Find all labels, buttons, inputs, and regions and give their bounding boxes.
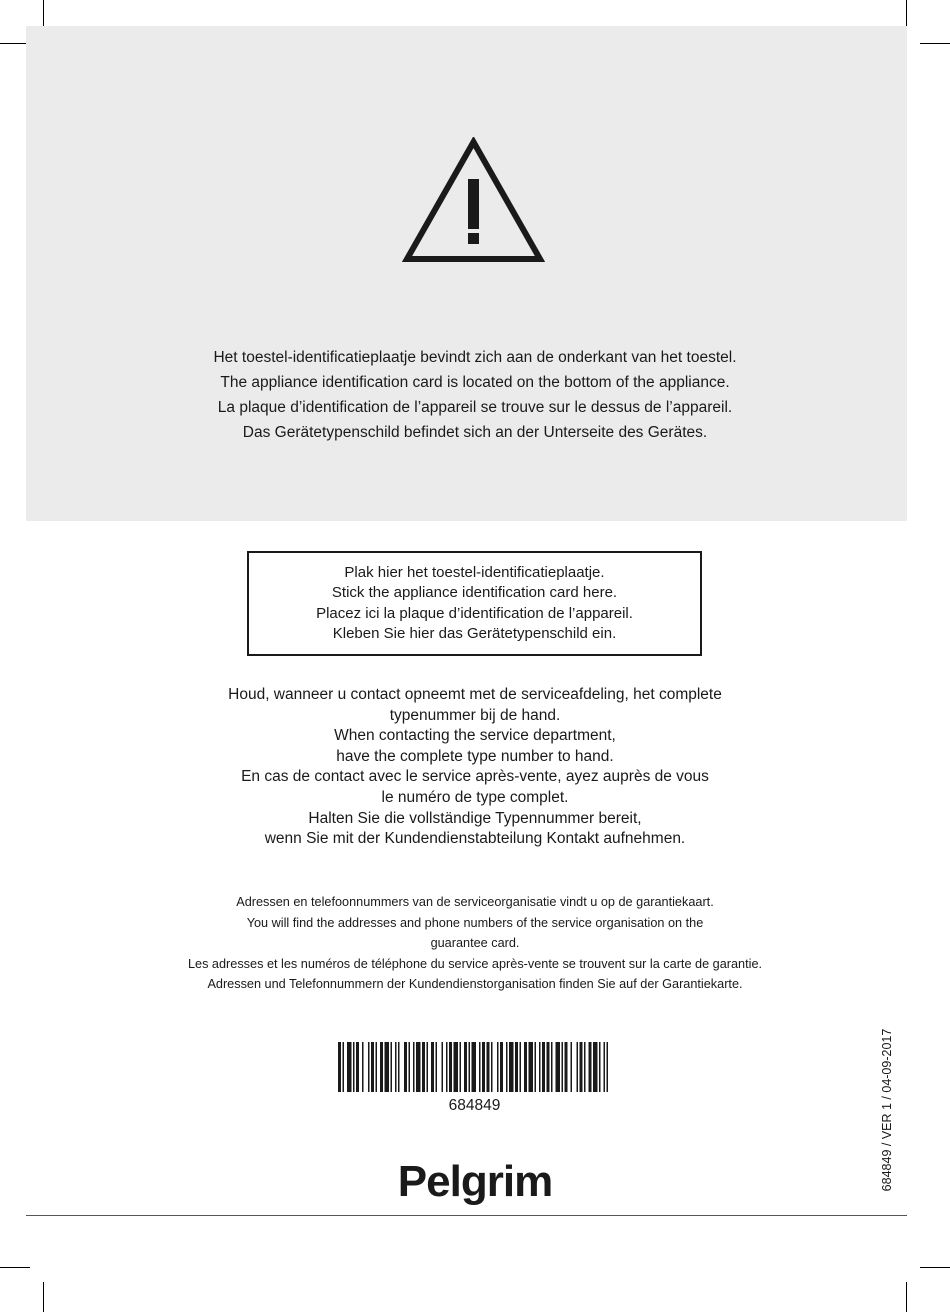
barcode-bar xyxy=(571,1042,573,1092)
barcode-bar xyxy=(469,1042,471,1092)
barcode-bar xyxy=(565,1042,568,1092)
barcode-bar xyxy=(353,1042,355,1092)
barcode-bar xyxy=(362,1042,364,1092)
plate-location-line: Het toestel-identificatieplaatje bevindt zich aan de onderkant van het toestel. xyxy=(213,349,737,366)
address-line: guarantee card. xyxy=(430,936,520,951)
barcode-bar xyxy=(422,1042,425,1092)
box-line: Stick the appliance identification card here. xyxy=(331,584,618,601)
barcode-bar xyxy=(482,1042,485,1092)
barcode-bar xyxy=(398,1042,400,1092)
barcode-bar xyxy=(347,1042,352,1092)
barcode-bar xyxy=(391,1042,393,1092)
barcode-bar xyxy=(520,1042,522,1092)
barcode-bar xyxy=(427,1042,429,1092)
barcode-bar xyxy=(449,1042,452,1092)
crop-mark xyxy=(0,1267,30,1268)
barcode-bar xyxy=(580,1042,583,1092)
warning-triangle-icon xyxy=(402,137,545,263)
contact-line: Halten Sie die vollständige Typennummer bereit, xyxy=(308,809,642,827)
plate-location-line: Das Gerätetypenschild befindet sich an der Unterseite des Gerätes. xyxy=(242,424,708,441)
barcode-bar xyxy=(338,1042,341,1092)
barcode-bar xyxy=(506,1042,508,1092)
barcode-bar xyxy=(529,1042,534,1092)
barcode-bar xyxy=(431,1042,434,1092)
barcode-bar xyxy=(454,1042,459,1092)
crop-mark xyxy=(920,1267,950,1268)
barcode-bar xyxy=(368,1042,370,1092)
barcode-bar xyxy=(409,1042,411,1092)
barcode-bar xyxy=(416,1042,421,1092)
crop-mark xyxy=(43,1282,44,1312)
contact-line: wenn Sie mit der Kundendienstabteilung Kontakt aufnehmen. xyxy=(264,830,686,848)
contact-line: le numéro de type complet. xyxy=(381,788,569,806)
barcode-bar xyxy=(442,1042,444,1092)
version-label: 684849 / VER 1 / 04-09-2017 xyxy=(880,1028,894,1192)
barcode-bar xyxy=(562,1042,564,1092)
crop-mark xyxy=(920,43,950,44)
contact-line: typenummer bij de hand. xyxy=(389,706,561,724)
barcode-bar xyxy=(584,1042,586,1092)
barcode-bar xyxy=(599,1042,601,1092)
barcode-bar xyxy=(577,1042,579,1092)
barcode-bar xyxy=(404,1042,407,1092)
barcode-bar xyxy=(607,1042,609,1092)
identification-card-box xyxy=(247,551,702,656)
barcode-bar xyxy=(380,1042,383,1092)
contact-line: Houd, wanneer u contact opneemt met de serviceafdeling, het complete xyxy=(228,686,722,703)
plate-location-line: The appliance identification card is located on the bottom of the appliance. xyxy=(220,374,730,391)
box-line: Placez ici la plaque d’identification de l’appareil. xyxy=(316,604,633,622)
box-line: Kleben Sie hier das Gerätetypenschild ein. xyxy=(332,625,617,642)
contact-instructions xyxy=(0,685,950,850)
barcode-bar xyxy=(524,1042,527,1092)
address-info xyxy=(0,892,950,995)
barcode-bar xyxy=(343,1042,345,1092)
contact-line: have the complete type number to hand. xyxy=(336,747,614,765)
address-line: Les adresses et les numéros de téléphone du service après-vente se trouvent sur la carte de garantie. xyxy=(187,956,763,971)
barcode-bar xyxy=(604,1042,606,1092)
plate-location-line: La plaque d’identification de l’appareil se trouve sur le dessus de l’appareil. xyxy=(217,399,733,416)
address-line: You will find the addresses and phone numbers of the service organisation on the xyxy=(246,915,704,930)
barcode-bar xyxy=(487,1042,490,1092)
crop-mark xyxy=(906,1282,907,1312)
barcode-bar xyxy=(593,1042,598,1092)
box-line: Plak hier het toestel-identificatieplaatje. xyxy=(344,563,605,581)
barcode-bar xyxy=(460,1042,462,1092)
barcode-bar xyxy=(589,1042,592,1092)
barcode-bar xyxy=(547,1042,550,1092)
contact-line: When contacting the service department, xyxy=(334,727,616,745)
barcode-bar xyxy=(500,1042,503,1092)
barcode-bar xyxy=(551,1042,553,1092)
barcode-bar xyxy=(479,1042,481,1092)
barcode xyxy=(338,1042,611,1092)
bottom-rule xyxy=(26,1215,907,1216)
barcode-bar xyxy=(436,1042,438,1092)
barcode-bar xyxy=(535,1042,537,1092)
barcode-bar xyxy=(509,1042,514,1092)
barcode-bar xyxy=(356,1042,359,1092)
barcode-bar xyxy=(542,1042,545,1092)
barcode-bar xyxy=(371,1042,374,1092)
barcode-number: 684849 xyxy=(448,1097,501,1114)
pelgrim-logo: Pelgrim xyxy=(397,1157,553,1206)
barcode-bar xyxy=(413,1042,415,1092)
plate-location-text xyxy=(0,345,950,445)
barcode-bar xyxy=(539,1042,541,1092)
address-line: Adressen en telefoonnummers van de serviceorganisatie vindt u op de garantiekaart. xyxy=(236,895,714,909)
barcode-bar xyxy=(376,1042,378,1092)
barcode-bar xyxy=(395,1042,397,1092)
grey-info-panel xyxy=(26,26,907,521)
barcode-bar xyxy=(472,1042,477,1092)
barcode-bar xyxy=(446,1042,448,1092)
barcode-bar xyxy=(515,1042,518,1092)
address-line: Adressen und Telefonnummern der Kundendienstorganisation finden Sie auf der Garantiekarte. xyxy=(207,977,743,992)
contact-line: En cas de contact avec le service après-vente, ayez auprès de vous xyxy=(241,768,709,786)
barcode-bar xyxy=(491,1042,493,1092)
barcode-bar xyxy=(464,1042,467,1092)
barcode-bar xyxy=(385,1042,390,1092)
barcode-bar xyxy=(556,1042,561,1092)
barcode-bar xyxy=(497,1042,499,1092)
